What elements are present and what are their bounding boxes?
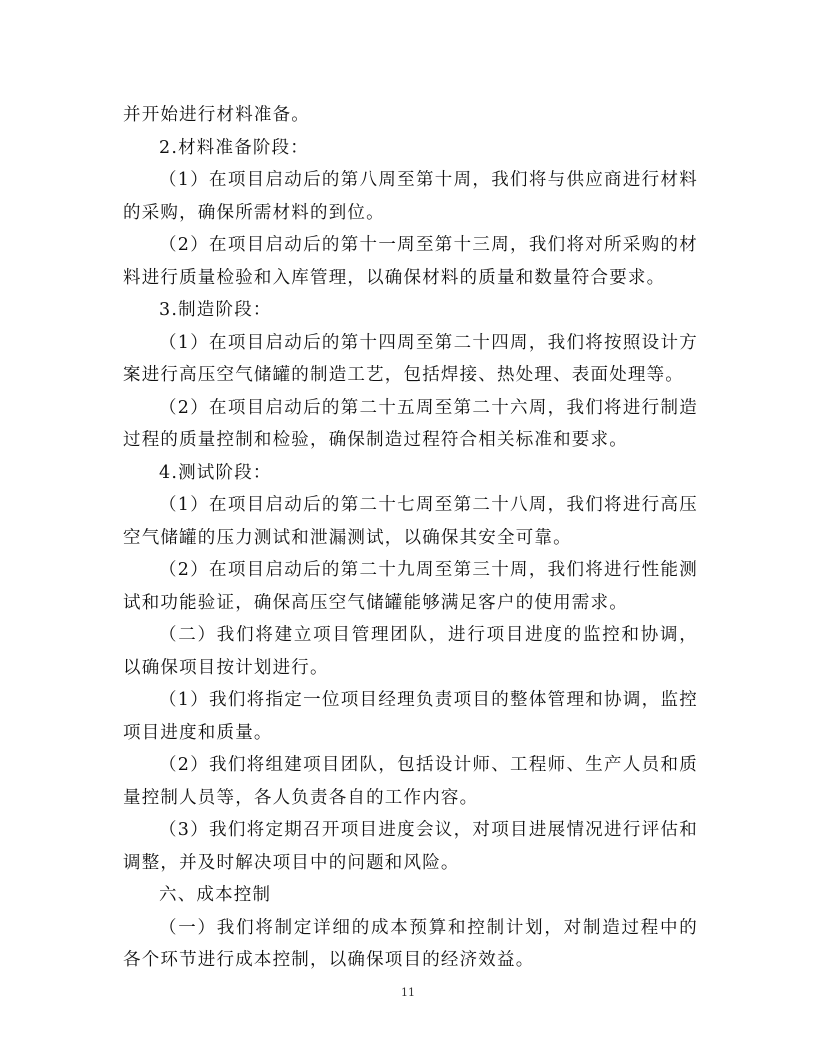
paragraph: （1）在项目启动后的第二十七周至第二十八周，我们将进行高压空气储罐的压力测试和泄漏测试，以确保其安全可靠。 xyxy=(123,495,698,548)
paragraph: （2）在项目启动后的第二十五周至第二十六周，我们将进行制造过程的质量控制和检验，确保制造过程符合相关标准和要求。 xyxy=(123,397,698,450)
paragraph: （2）在项目启动后的第二十九周至第三十周，我们将进行性能测试和功能验证，确保高压空气储罐能够满足客户的使用需求。 xyxy=(123,560,698,613)
paragraph: （2）在项目启动后的第十一周至第十三周，我们将对所采购的材料进行质量检验和入库管理，以确保材料的质量和数量符合要求。 xyxy=(123,235,698,288)
section-heading: 六、成本控制 xyxy=(159,885,272,905)
paragraph: （一）我们将制定详细的成本预算和控制计划，对制造过程中的各个环节进行成本控制，以确保项目的经济效益。 xyxy=(123,917,698,970)
paragraph: （2）我们将组建项目团队，包括设计师、工程师、生产人员和质量控制人员等，各人负责各自的工作内容。 xyxy=(123,755,698,808)
section-heading: 4.测试阶段： xyxy=(159,462,272,483)
document-body xyxy=(123,99,698,977)
paragraph: （1）在项目启动后的第十四周至第二十四周，我们将按照设计方案进行高压空气储罐的制造工艺，包括焊接、热处理、表面处理等。 xyxy=(123,332,698,385)
paragraph: （3）我们将定期召开项目进度会议，对项目进展情况进行评估和调整，并及时解决项目中的问题和风险。 xyxy=(123,820,698,873)
paragraph: 并开始进行材料准备。 xyxy=(123,105,310,125)
section-heading: 2.材料准备阶段： xyxy=(159,137,309,158)
page-number: 11 xyxy=(401,986,415,999)
paragraph: （1）我们将指定一位项目经理负责项目的整体管理和协调，监控项目进度和质量。 xyxy=(123,690,698,743)
paragraph: （1）在项目启动后的第八周至第十周，我们将与供应商进行材料的采购，确保所需材料的到位。 xyxy=(123,170,698,223)
paragraph: （二）我们将建立项目管理团队，进行项目进度的监控和协调，以确保项目按计划进行。 xyxy=(123,625,698,678)
section-heading: 3.制造阶段： xyxy=(159,300,272,320)
